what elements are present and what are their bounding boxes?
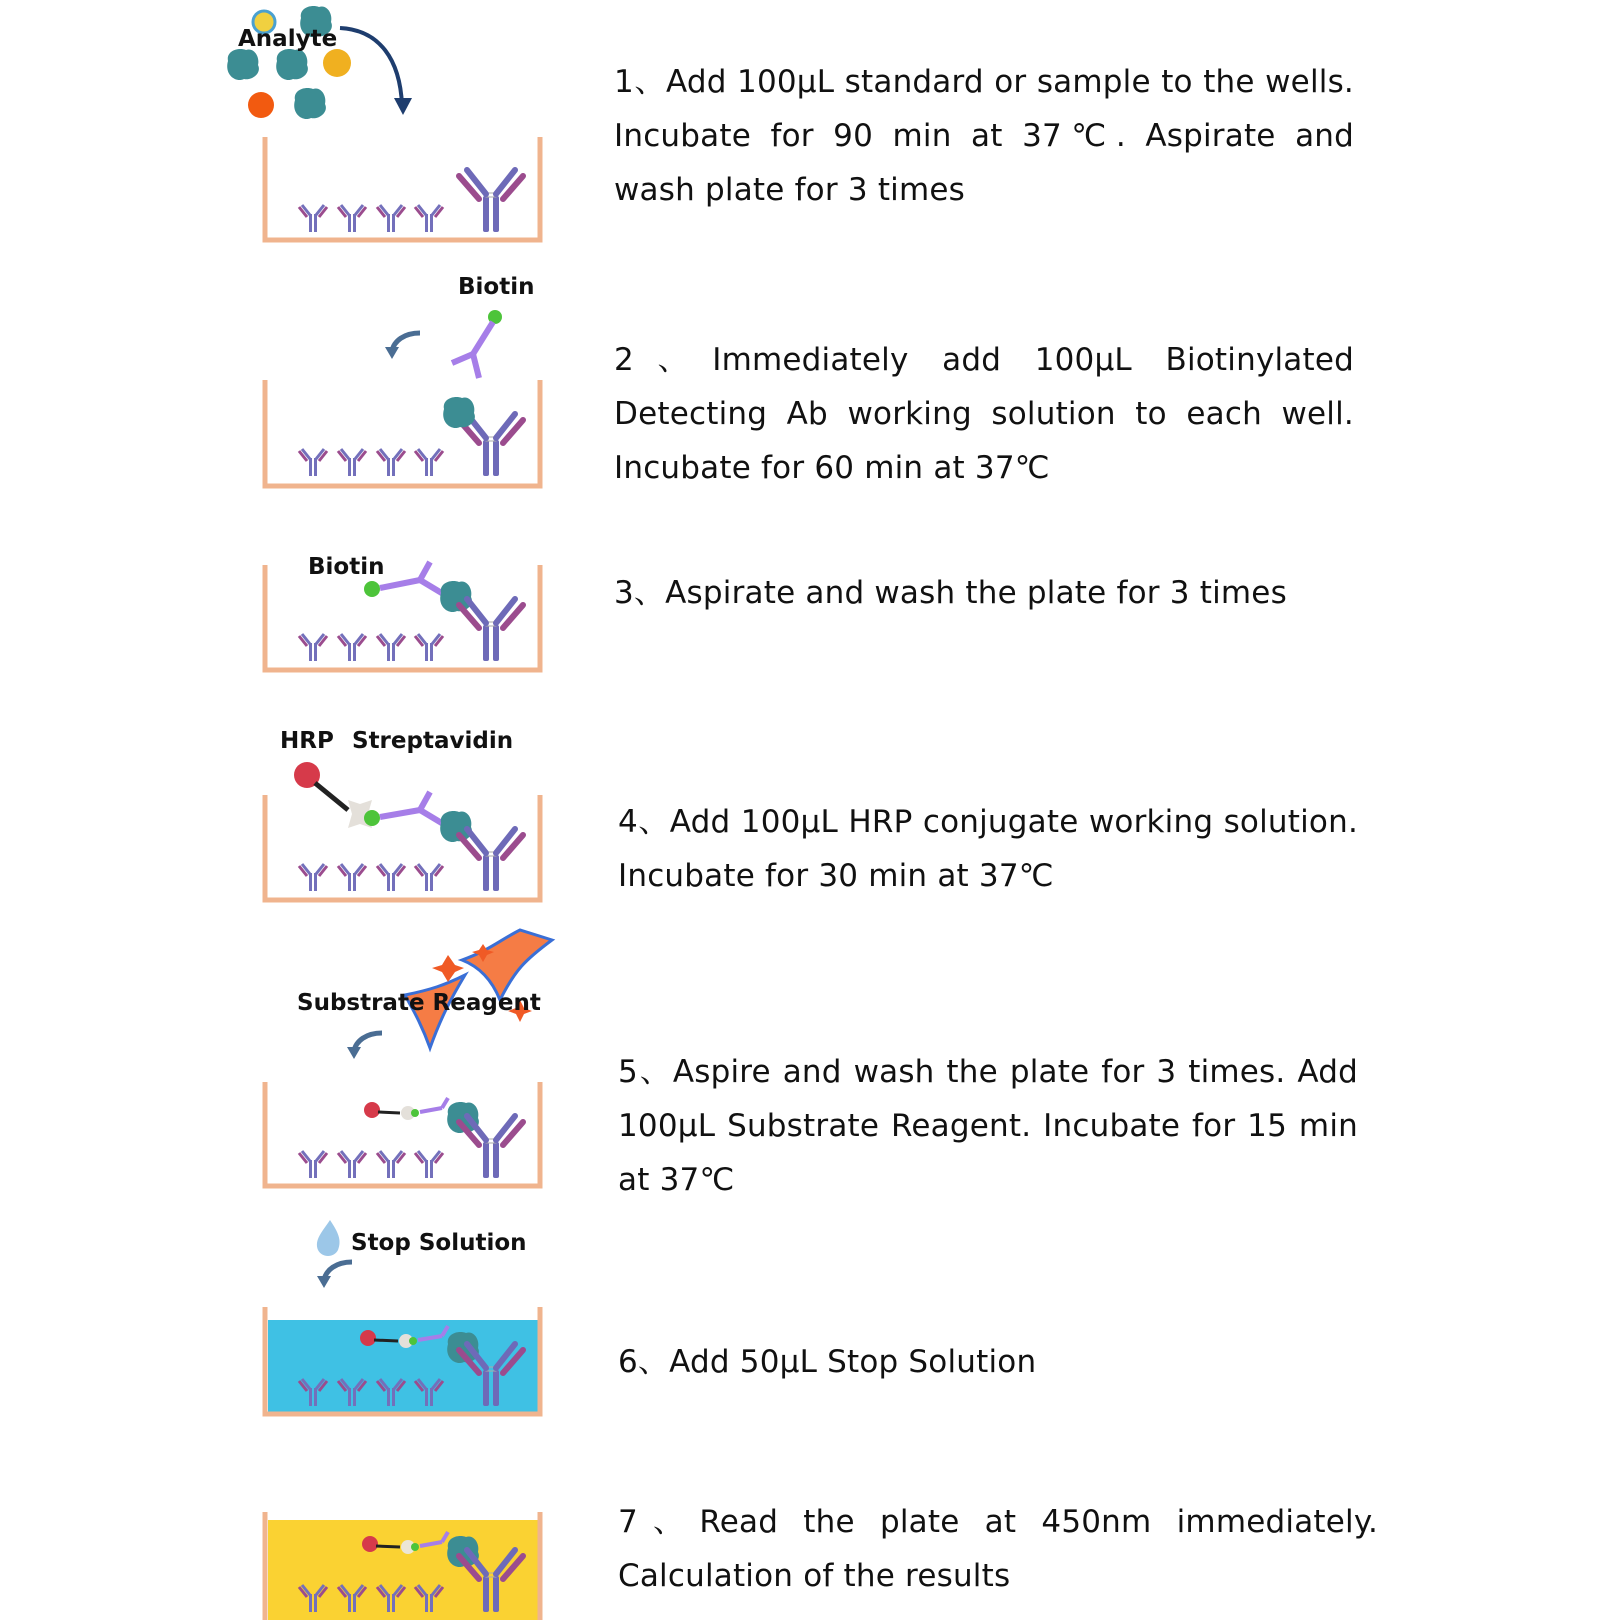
step-number: 1、 xyxy=(614,64,666,100)
step-5-text xyxy=(618,1045,1358,1207)
step-number: 3、 xyxy=(614,575,666,611)
substrate-reagent-label: Substrate Reagent xyxy=(297,990,541,1016)
step-description: Add 50μL Stop Solution xyxy=(669,1344,1037,1380)
step-description: Aspire and wash the plate for 3 times. Add 100μL Substrate Reagent. Incubate for 15 min at 37℃ xyxy=(618,1054,1358,1198)
step-number: 4、 xyxy=(618,804,670,840)
step-3-text xyxy=(614,566,1354,620)
step-2-graphic xyxy=(265,310,540,486)
step-description: Aspirate and wash the plate for 3 times xyxy=(665,575,1287,611)
step-3-graphic xyxy=(265,562,540,670)
step-4-text xyxy=(618,795,1358,903)
biotin-label-step3: Biotin xyxy=(308,554,385,580)
streptavidin-label: Streptavidin xyxy=(352,728,514,754)
biotin-label-step2: Biotin xyxy=(458,274,535,300)
hrp-label: HRP xyxy=(280,728,334,754)
step-description: Add 100μL standard or sample to the wells. Incubate for 90 min at 37℃. Aspirate and wash plate for 3 times xyxy=(614,64,1354,208)
analyte-label: Analyte xyxy=(238,26,338,52)
step-5-graphic xyxy=(265,930,552,1186)
step-7-text xyxy=(618,1495,1378,1603)
step-number: 7、 xyxy=(618,1504,700,1540)
droplet-icon xyxy=(317,1220,340,1256)
step-2-text xyxy=(614,333,1354,495)
step-description: Add 100μL HRP conjugate working solution. Incubate for 30 min at 37℃ xyxy=(618,804,1358,894)
step-1-text xyxy=(614,55,1354,217)
step-6-text xyxy=(618,1335,1358,1389)
step-4-graphic xyxy=(265,762,540,900)
step-number: 5、 xyxy=(618,1054,673,1090)
step-number: 2、 xyxy=(614,342,713,378)
substrate-star-icon xyxy=(405,930,552,1048)
step-description: Read the plate at 450nm immediately. Calculation of the results xyxy=(618,1504,1379,1594)
stop-solution-label: Stop Solution xyxy=(351,1230,527,1256)
step-number: 6、 xyxy=(618,1344,670,1380)
step-description: Immediately add 100μL Biotinylated Detecting Ab working solution to each well. Incubate for 60 min at 37℃ xyxy=(614,342,1355,486)
step-7-graphic xyxy=(265,1512,540,1620)
